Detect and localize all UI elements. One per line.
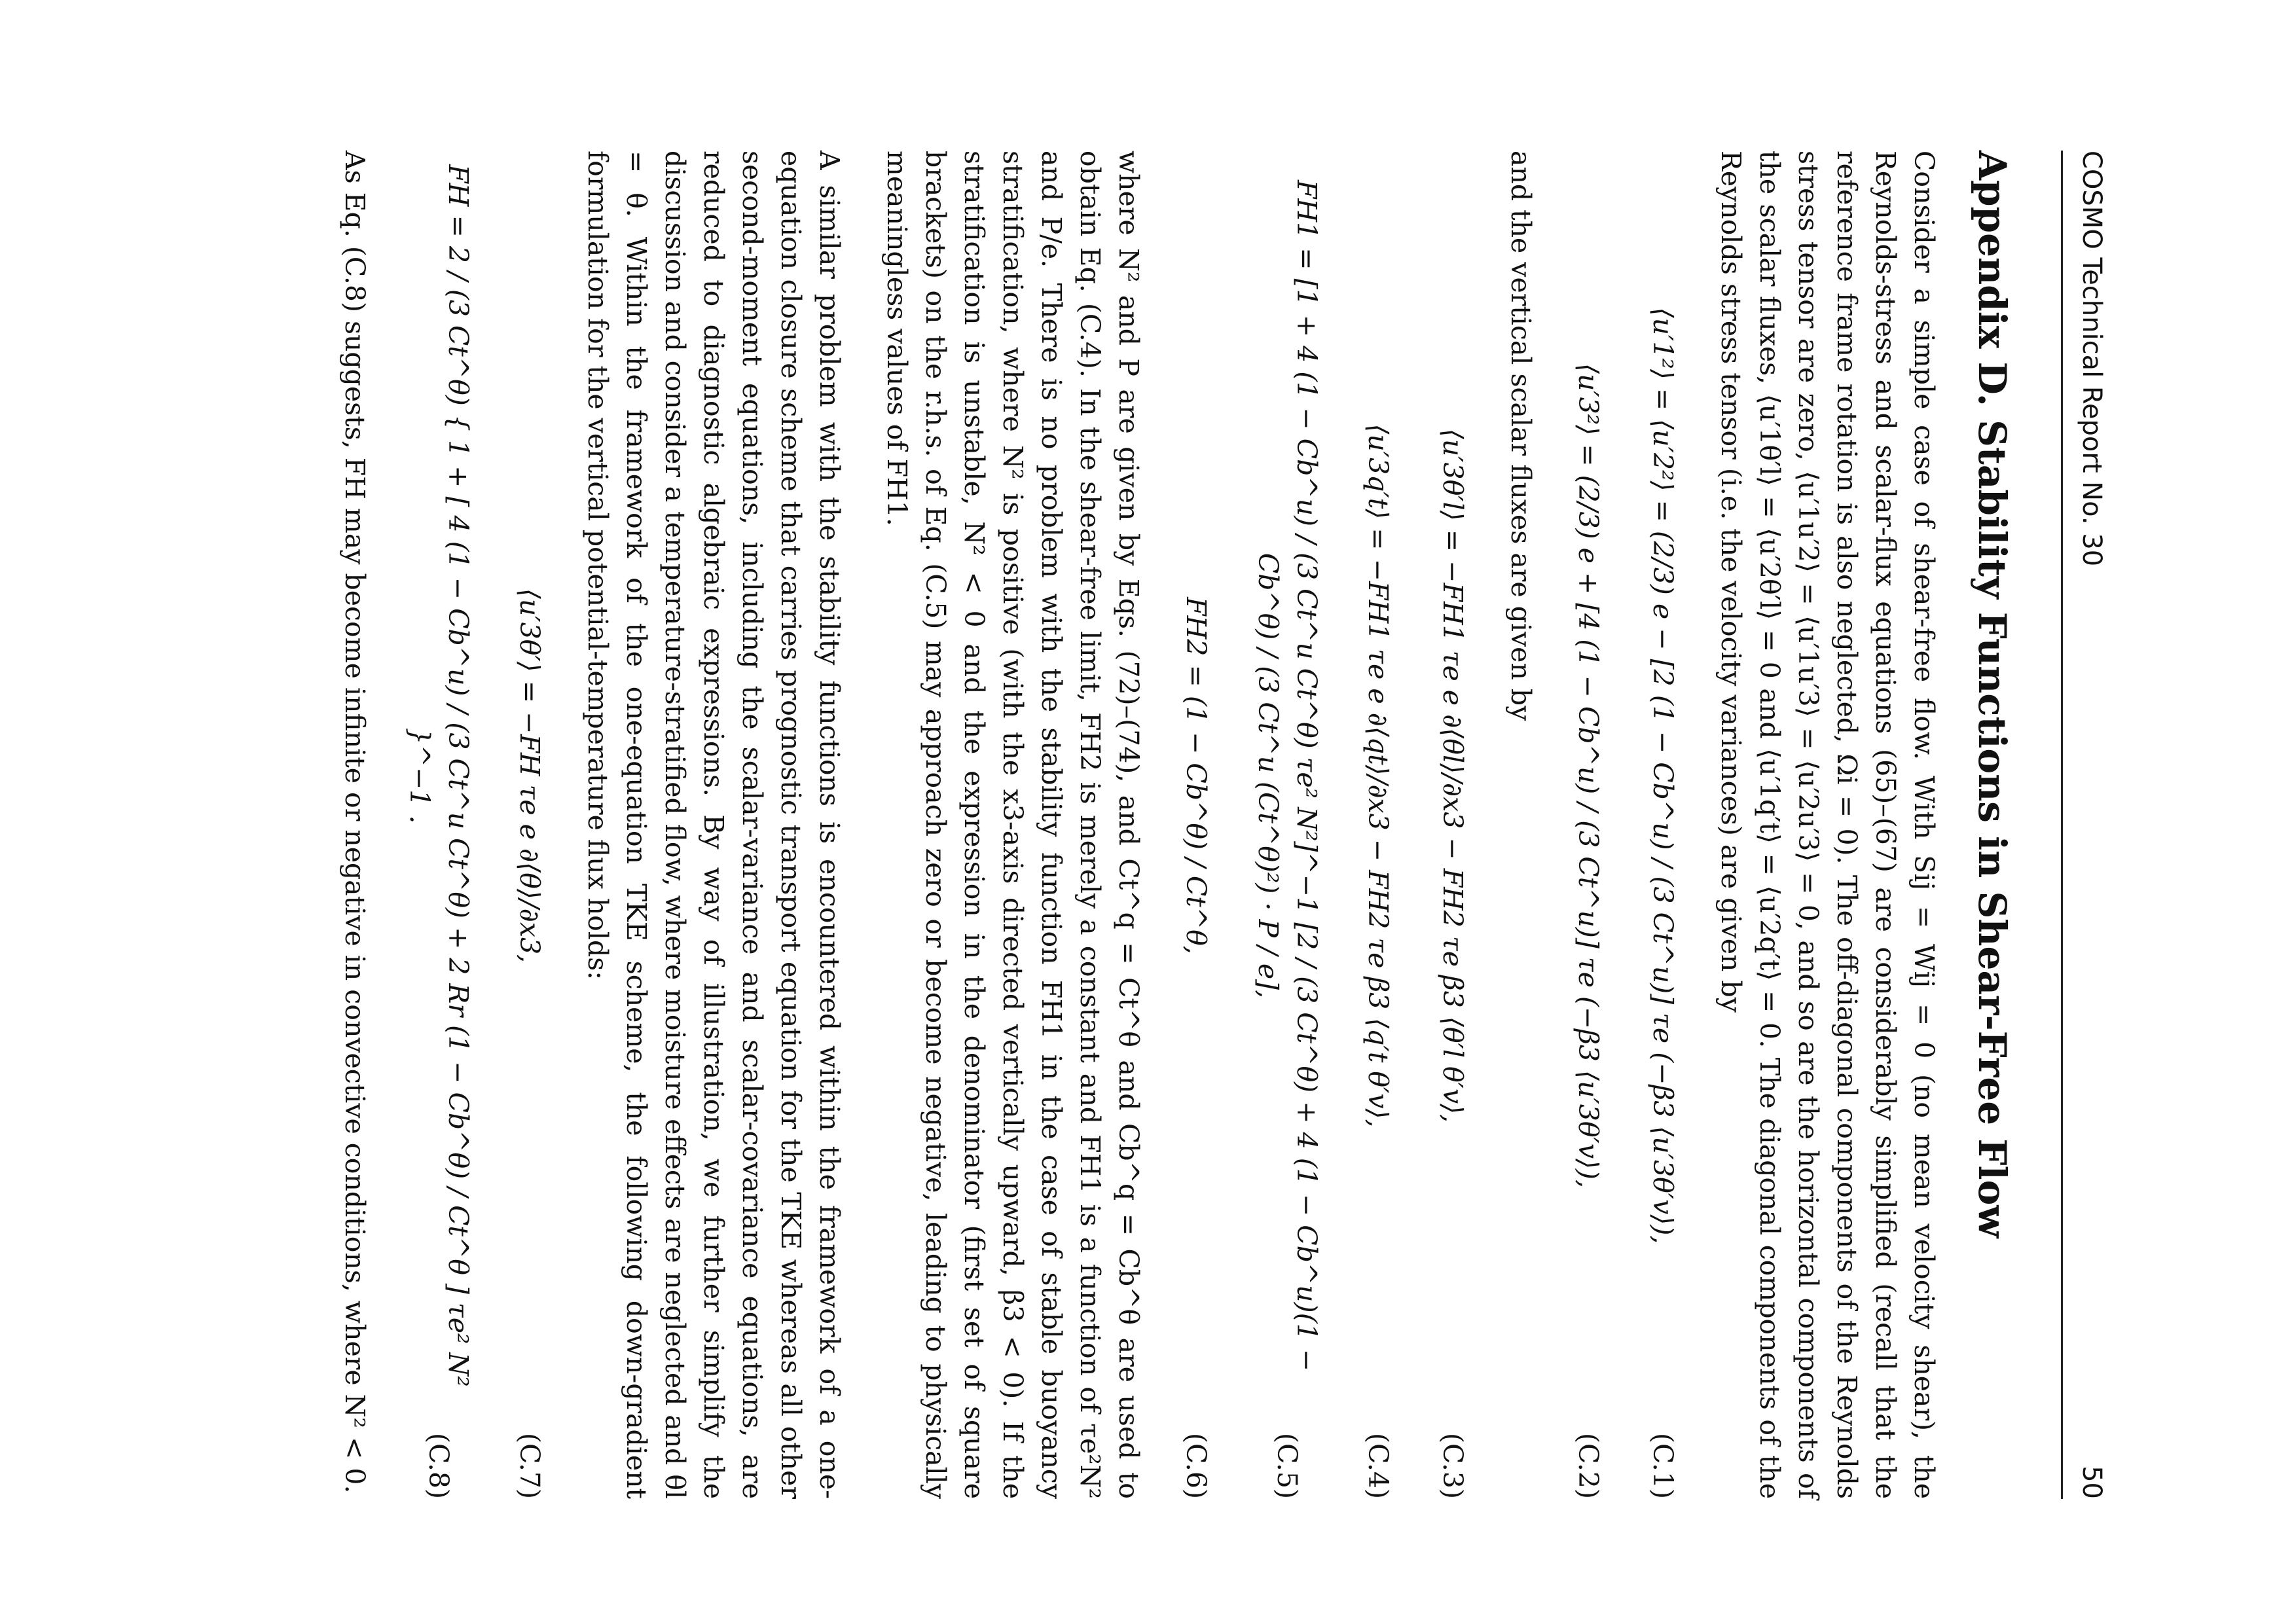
report-title: COSMO Technical Report No. 30 [2077,151,2107,567]
equation-c3-expression: ⟨u′3θ′l⟩ = −FH1 τe e ∂⟨θl⟩/∂x3 − FH2 τe β3 ⟨θ′l θ′v⟩, [1437,428,1469,1123]
equation-c6 [1170,151,1222,1499]
equation-c7 [503,151,556,1499]
paragraph-scalar-fluxes: and the vertical scalar fluxes are given by [1505,151,1537,721]
equation-c4 [1352,151,1404,1499]
section-title: Appendix D. Stability Functions in Shear-Free Flow [1970,151,2014,1238]
equation-c8-expression: FH = 2 / (3 Ct^θ) { 1 + [ 4 (1 − Cb^u) / (3 Ct^u Ct^θ) + 2 Rr (1 − Cb^θ) / Ct^θ ] τe² N² }^−1 . [404,164,474,1387]
equation-c4-expression: ⟨u′3q′t⟩ = −FH1 τe e ∂⟨qt⟩/∂x3 − FH2 τe β3 ⟨q′t θ′v⟩, [1362,424,1394,1128]
equation-c8 [396,151,481,1499]
equation-c2-expression: ⟨u′3²⟩ = (2/3) e + [4 (1 − Cb^u) / (3 Ct^u)] τe (−β3 ⟨u′3θ′v⟩), [1573,363,1605,1189]
equation-c1-expression: ⟨u′1²⟩ = ⟨u′2²⟩ = (2/3) e − [2 (1 − Cb^u) / (3 Ct^u)] τe (−β3 ⟨u′3θ′v⟩), [1647,307,1679,1244]
paragraph-conclusion: As Eq. (C.8) suggests, FH may become infinite or negative in convective conditions, where N² < 0. [339,151,371,1494]
equation-c7-number: (C.7) [514,1432,546,1499]
equation-c6-number: (C.6) [1180,1432,1212,1499]
equation-c3 [1427,151,1479,1499]
equation-c1 [1637,151,1689,1499]
equation-c7-expression: ⟨u′3θ′⟩ = −FH τe e ∂⟨θ⟩/∂x3, [514,588,546,964]
equation-c2-number: (C.2) [1573,1432,1605,1499]
equation-c1-number: (C.1) [1647,1432,1679,1499]
equation-c8-number: (C.8) [423,1432,455,1499]
equation-c3-number: (C.3) [1437,1432,1469,1499]
running-header [2061,151,2111,1499]
equation-c4-number: (C.4) [1362,1432,1394,1499]
equation-c2 [1562,151,1614,1499]
equation-c5-expression: FH1 = [1 + 4 (1 − Cb^u) / (3 Ct^u Ct^θ) τe² N²]^−1 [2 / (3 Ct^θ) + 4 (1 − Cb^u)(1 − Cb^θ) / (3 Ct^u (Ct^θ)²) · P / e], [1252,179,1322,1372]
equation-c5-number: (C.5) [1271,1432,1303,1499]
paragraph-one-equation-scheme: A similar problem with the stability functions is encountered within the framework of a one-equation closure scheme that carries prognostic transport equation for the TKE whereas all other second-moment equations, including the scalar-variance and scalar-covariance equations, are reduced to diagnostic algebraic expressions. By way of illustration, we further simplify the discussion and consider a temperature-stratified flow, where moisture effects are neglected and θl = θ. Within the framework of the one-equation TKE scheme, the following down-gradient formulation for the vertical potential-temperature flux holds: [582,151,845,1499]
paragraph-stability-discussion: where N² and P are given by Eqs. (72)–(74), and Ct^q = Ct^θ and Cb^q = Cb^θ are used to obtain Eq. (C.4). In the shear-free limit, FH2 is merely a constant and FH1 is a function of τe²N² and P/e. There is no problem with the stability function FH1 in the case of stable buoyancy stratification, where N² is positive (with the x3-axis directed vertically upward, β3 < 0). If the stratification is unstable, N² < 0 and the expression in the denominator (first set of square brackets) on the r.h.s. of Eq. (C.5) may approach zero or become negative, leading to physically meaningless values of FH1. [881,151,1144,1499]
equation-c5 [1245,151,1330,1499]
paragraph-intro: Consider a simple case of shear-free flow. With Sij = Wij = 0 (no mean velocity shear), the Reynolds-stress and scalar-flux equations (65)–(67) are considerably simplified (recall that the reference frame rotation is also neglected, Ωi = 0). The off-diagonal components of the Reynolds stress tensor are zero, ⟨u′1u′2⟩ = ⟨u′1u′3⟩ = ⟨u′2u′3⟩ = 0, and so are the horizontal components of the scalar fluxes, ⟨u′1θ′l⟩ = ⟨u′2θ′l⟩ = 0 and ⟨u′1q′t⟩ = ⟨u′2q′t⟩ = 0. The diagonal components of the Reynolds stress tensor (i.e. the velocity variances) are given by [1715,151,1940,1499]
page-number: 50 [2077,1466,2107,1499]
equation-c6-expression: FH2 = (1 − Cb^θ) / Ct^θ, [1180,597,1212,954]
document-page [335,151,2111,1499]
